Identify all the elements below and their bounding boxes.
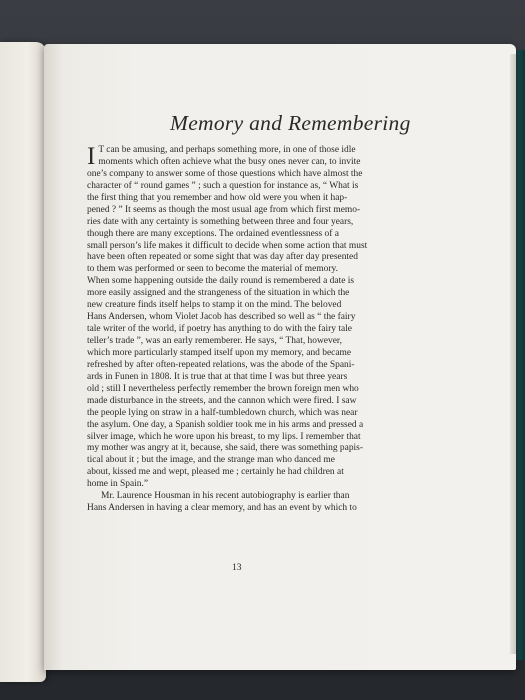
- text-line: though there are many exceptions. The ordained eventlessness of a: [87, 228, 339, 239]
- text-line: Mr. Laurence Housman in his recent autobiography is earlier than: [101, 491, 350, 502]
- text-line: have been often repeated or some sight that was day after day presented: [87, 252, 358, 263]
- text-line: my mother was angry at it, because, she said, there was something papis-: [87, 443, 363, 454]
- text-line: pened ? ” It seems as though the most usual age from which first memo-: [87, 204, 361, 215]
- text-line: Hans Andersen, whom Violet Jacob has described so well as “ the fairy: [87, 312, 356, 323]
- text-line: the asylum. One day, a Spanish soldier took me in his arms and pressed a: [87, 419, 364, 430]
- text-line: tale writer of the world, if poetry has anything to do with the fairy tale: [87, 324, 352, 335]
- text-line: moments which often achieve what the busy ones never can, to invite: [98, 156, 361, 167]
- text-line: the first thing that you remember and how old were you when it hap-: [87, 192, 348, 203]
- text-line: about, kissed me and wept, pleased me ; certainly he had children at: [87, 467, 344, 478]
- text-line: old ; still I nevertheless perfectly remember the brown foreign men who: [87, 383, 359, 394]
- chapter-title: Memory and Remembering: [170, 111, 411, 135]
- text-line: which more particularly stamped itself upon my memory, and became: [87, 347, 352, 358]
- text-line: T can be amusing, and perhaps something more, in one of those idle: [98, 145, 356, 155]
- text-line: home in Spain.”: [87, 479, 149, 490]
- text-line: Hans Andersen in having a clear memory, and has an event by which to: [87, 503, 357, 514]
- text-line: more easily assigned and the strangeness of the situation in which the: [87, 288, 350, 299]
- text-line: the people lying on straw in a half-tumbledown church, which was near: [87, 407, 358, 418]
- paragraph-1: [87, 145, 394, 491]
- facing-page: [0, 42, 46, 682]
- text-line: refreshed by after often-repeated relations, was the abode of the Spani-: [87, 359, 355, 370]
- text-line: one’s company to answer some of those questions which have almost the: [87, 168, 363, 179]
- body-text: [87, 145, 394, 515]
- drop-cap: I: [87, 143, 96, 170]
- text-line: teller’s trade ”, was an early rememberer. He says, “ That, however,: [87, 336, 343, 346]
- text-line: ards in Funen in 1808. It is true that at that time I was but three years: [87, 371, 348, 382]
- text-line: ries date with any certainty is something between three and four years,: [87, 216, 354, 227]
- text-line: new creature finds itself helps to stamp it on the mind. The beloved: [87, 300, 342, 311]
- text-line: small person’s life makes it difficult to decide when some action that must: [87, 240, 368, 251]
- text-line: made disturbance in the streets, and the cannon which were fired. I saw: [87, 395, 357, 406]
- paragraph-2: [87, 491, 394, 515]
- page-stack-edge: [510, 54, 516, 654]
- page-number: 13: [232, 563, 242, 573]
- text-line: tical about it ; but the image, and the strange man who danced me: [87, 455, 335, 466]
- text-line: to them was performed or seen to become the material of memory.: [87, 264, 338, 275]
- text-line: silver image, which he wore upon his breast, to my lips. I remember that: [87, 431, 361, 442]
- text-line: When some happening outside the daily round is remembered a date is: [87, 276, 355, 287]
- text-line: character of “ round games ” ; such a question for instance as, “ What is: [87, 180, 359, 191]
